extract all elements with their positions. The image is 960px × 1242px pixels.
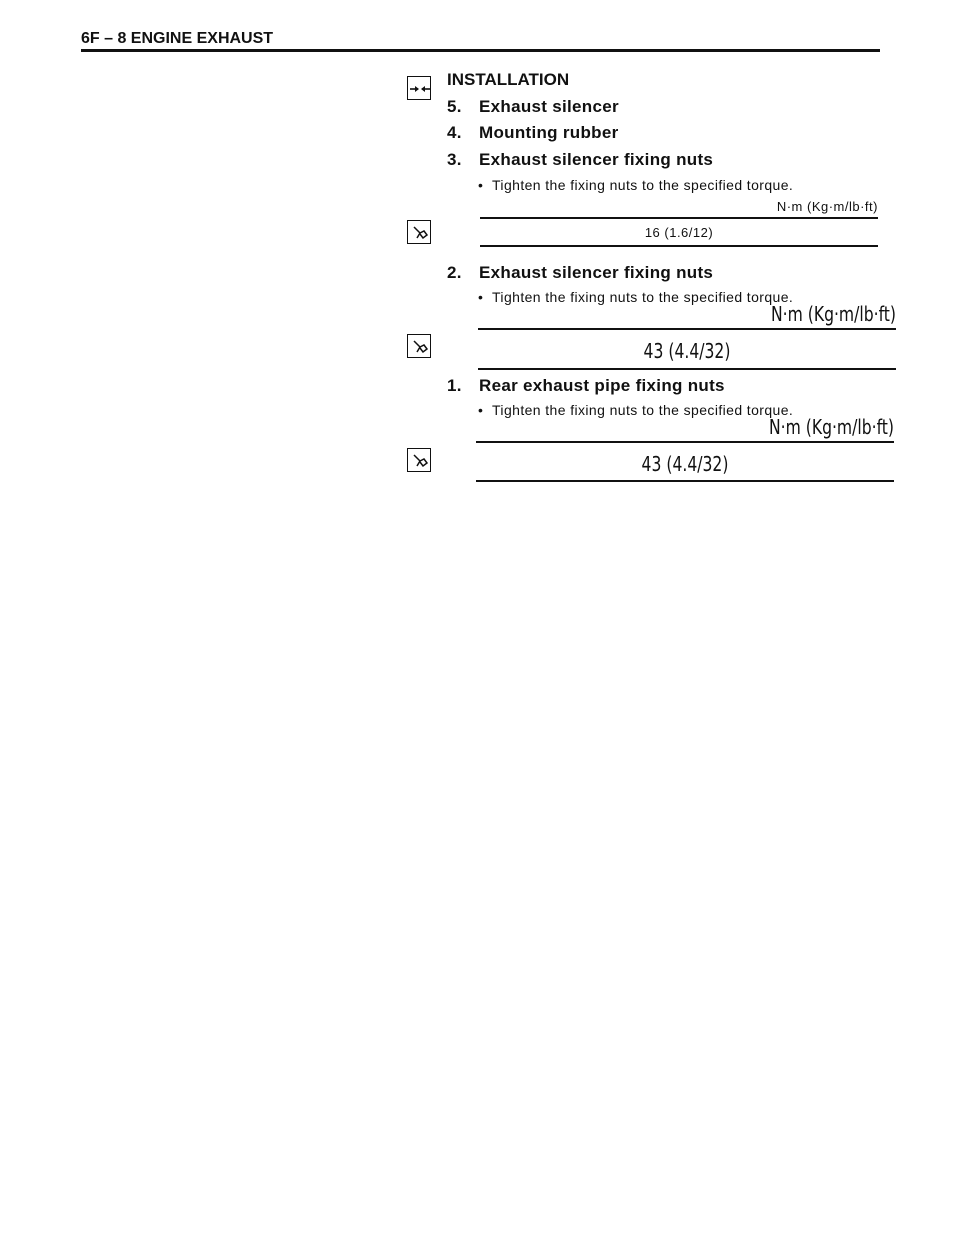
step-2 xyxy=(447,263,713,283)
torque-value: 43 (4.4/32) xyxy=(641,452,729,476)
step-label: Exhaust silencer fixing nuts xyxy=(479,263,714,282)
torque-wrench-icon xyxy=(407,220,431,244)
step-number: 1. xyxy=(447,376,462,395)
step-4 xyxy=(447,123,619,143)
bullet: • xyxy=(478,177,484,193)
torque-value: 43 (4.4/32) xyxy=(643,339,731,363)
step-5 xyxy=(447,97,619,117)
torque-unit: N·m (Kg·m/lb·ft) xyxy=(776,199,878,214)
step-label: Exhaust silencer xyxy=(479,97,619,116)
note-text: Tighten the fixing nuts to the specified torque. xyxy=(492,402,794,418)
step-number: 2. xyxy=(447,263,462,282)
torque-rule-top xyxy=(476,441,894,443)
torque-rule-top xyxy=(480,217,878,219)
torque-value: 16 (1.6/12) xyxy=(644,225,714,240)
header-rule xyxy=(81,49,880,52)
torque-unit: N·m (Kg·m/lb·ft) xyxy=(768,415,894,439)
torque-rule-top xyxy=(478,328,896,330)
bullet: • xyxy=(478,402,484,418)
bullet: • xyxy=(478,289,484,305)
step-label: Mounting rubber xyxy=(479,123,619,142)
step-3 xyxy=(447,150,713,170)
step-number: 4. xyxy=(447,123,462,142)
step-3-note xyxy=(478,177,793,193)
step-number: 3. xyxy=(447,150,462,169)
torque-rule-bottom xyxy=(476,480,894,482)
note-text: Tighten the fixing nuts to the specified torque. xyxy=(492,177,794,193)
step-1 xyxy=(447,376,725,396)
torque-rule-bottom xyxy=(478,368,896,370)
step-label: Exhaust silencer fixing nuts xyxy=(479,150,714,169)
torque-rule-bottom xyxy=(480,245,878,247)
page-header: 6F – 8 ENGINE EXHAUST xyxy=(81,30,274,47)
torque-unit: N·m (Kg·m/lb·ft) xyxy=(770,302,896,326)
torque-wrench-icon xyxy=(407,334,431,358)
step-label: Rear exhaust pipe fixing nuts xyxy=(479,376,725,395)
note-text: Tighten the fixing nuts to the specified torque. xyxy=(492,289,794,305)
section-heading: INSTALLATION xyxy=(447,70,570,89)
step-number: 5. xyxy=(447,97,462,116)
installation-arrows-icon xyxy=(407,76,431,100)
torque-wrench-icon xyxy=(407,448,431,472)
